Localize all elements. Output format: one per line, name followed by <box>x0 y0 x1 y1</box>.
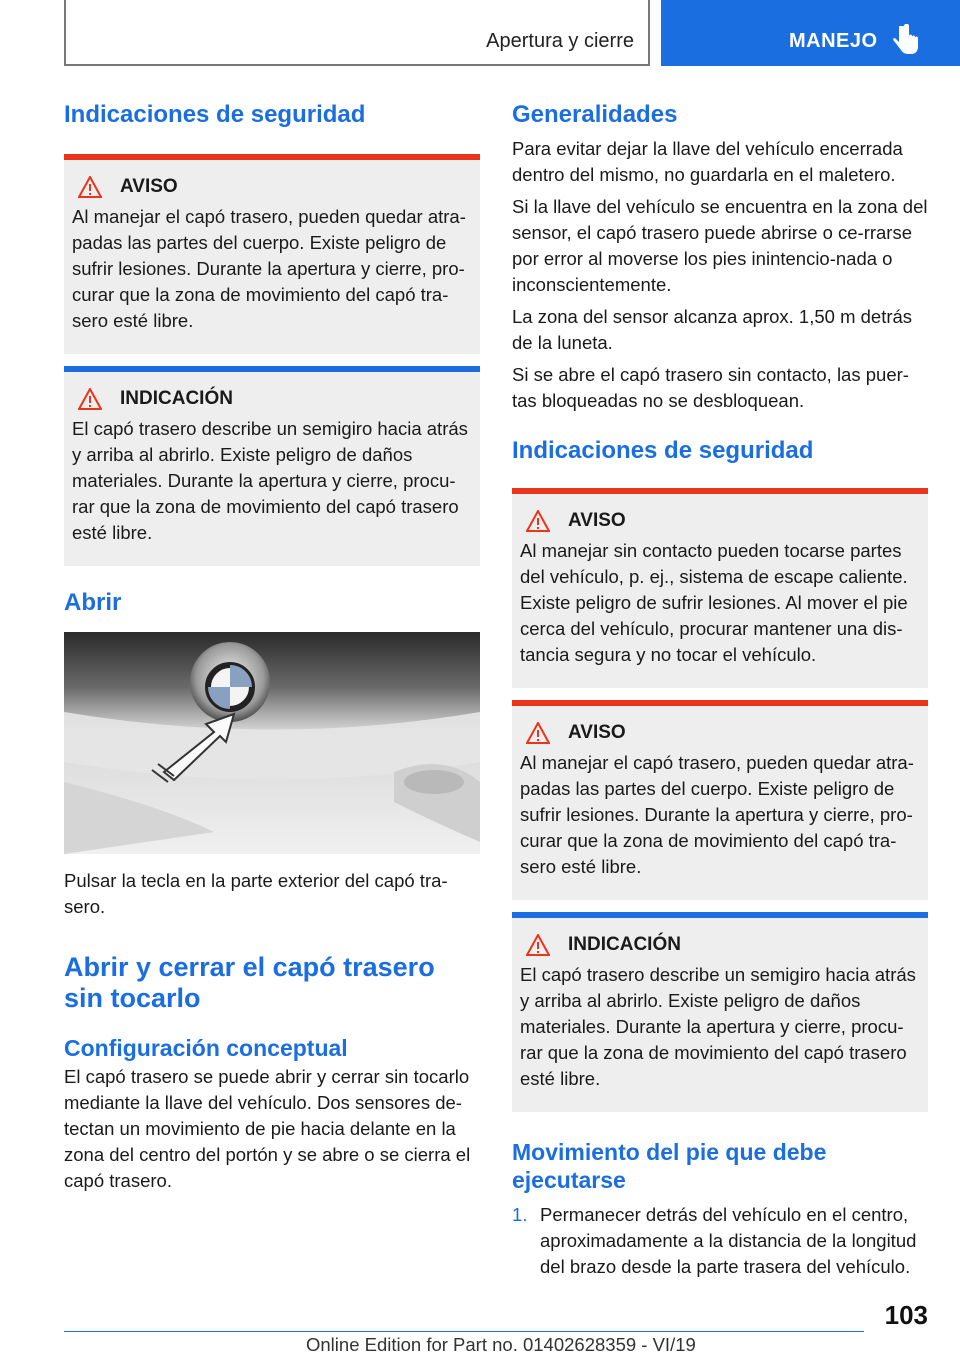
warning-title: AVISO <box>568 722 626 743</box>
general-paragraph-1: Para evitar dejar la llave del vehículo encerrada dentro del mismo, no guardarla en el maletero. <box>512 138 903 185</box>
heading-general: Generalidades <box>512 101 678 128</box>
warning-box <box>512 700 928 900</box>
heading-open: Abrir <box>64 589 122 616</box>
warning-triangle-icon <box>526 722 550 744</box>
warning-text: Al manejar el capó trasero, pueden quedar atra-padas las partes del cuerpo. Existe peligro de sufrir lesiones. Durante la apertura y cierre, pro-curar que la zona de movimiento del capó tra-sero esté libre. <box>72 206 466 331</box>
right-column <box>512 100 928 1280</box>
heading-safety-right: Indicaciones de seguridad <box>512 437 814 464</box>
pointing-hand-icon <box>893 24 919 56</box>
warning-title: AVISO <box>568 510 626 531</box>
open-instruction: Pulsar la tecla en la parte exterior del capó tra-sero. <box>64 870 448 917</box>
list-text: Permanecer detrás del vehículo en el centro, aproximadamente a la distancia de la longitud del brazo desde la parte trasera del vehículo. <box>540 1204 917 1277</box>
section-title: Apertura y cierre <box>486 30 634 52</box>
heading-foot-movement: Movimiento del pie que debe ejecutarse <box>512 1139 827 1193</box>
warning-triangle-icon <box>78 176 102 198</box>
note-text: El capó trasero describe un semigiro hacia atrás y arriba al abrirlo. Existe peligro de daños materiales. Durante la apertura y cierre, procu-rar que la zona de movimiento del capó trasero esté libre. <box>72 418 468 543</box>
general-paragraph-2: Si la llave del vehículo se encuentra en la zona del sensor, el capó trasero puede abrirse o ce-rrarse por error al moverse los pies inintencio-nada o inconscientemente. <box>512 196 928 295</box>
warning-text: Al manejar sin contacto pueden tocarse partes del vehículo, p. ej., sistema de escape caliente. Existe peligro de sufrir lesiones. Al mover el pie cerca del vehículo, procurar mantener una dis-tancia segura y no tocar el vehículo. <box>520 540 908 665</box>
warning-text: Al manejar el capó trasero, pueden quedar atra-padas las partes del cuerpo. Existe peligro de sufrir lesiones. Durante la apertura y cierre, pro-curar que la zona de movimiento del capó tra-sero esté libre. <box>520 752 914 877</box>
tailgate-button-photo <box>64 632 480 854</box>
note-box <box>512 912 928 1112</box>
list-number: 1. <box>512 1204 528 1225</box>
note-text: El capó trasero describe un semigiro hacia atrás y arriba al abrirlo. Existe peligro de daños materiales. Durante la apertura y cierre, procu-rar que la zona de movimiento del capó trasero esté libre. <box>520 964 916 1089</box>
warning-triangle-icon <box>78 388 102 410</box>
page-number: 103 <box>884 1300 928 1330</box>
chapter-tab[interactable] <box>661 0 960 66</box>
edition-text: Online Edition for Part no. 01402628359 - VI/19 <box>306 1334 696 1355</box>
note-box <box>64 366 480 566</box>
heading-safety-left: Indicaciones de seguridad <box>64 101 366 128</box>
warning-triangle-icon <box>526 510 550 532</box>
header-section-box <box>64 0 650 66</box>
concept-text: El capó trasero se puede abrir y cerrar sin tocarlo mediante la llave del vehículo. Dos sensores de-tectan un movimiento de pie hacia delante en la zona del centro del portón y se abre o se cierra el capó trasero. <box>64 1066 471 1191</box>
warning-title: AVISO <box>120 176 178 197</box>
general-paragraph-3: La zona del sensor alcanza aprox. 1,50 m detrás de la luneta. <box>512 306 913 353</box>
note-title: INDICACIÓN <box>120 388 233 409</box>
left-column <box>64 100 480 1200</box>
heading-handsfree: Abrir y cerrar el capó trasero sin tocarlo <box>64 952 435 1013</box>
warning-triangle-icon <box>526 934 550 956</box>
list-item <box>512 1202 928 1280</box>
general-paragraph-4: Si se abre el capó trasero sin contacto, las puer-tas bloqueadas no se desbloquean. <box>512 364 909 411</box>
footer-divider <box>64 1331 864 1332</box>
chapter-tab-label: MANEJO <box>789 30 878 52</box>
warning-box <box>512 488 928 688</box>
warning-box <box>64 154 480 354</box>
heading-concept: Configuración conceptual <box>64 1035 348 1061</box>
note-title: INDICACIÓN <box>568 934 681 955</box>
